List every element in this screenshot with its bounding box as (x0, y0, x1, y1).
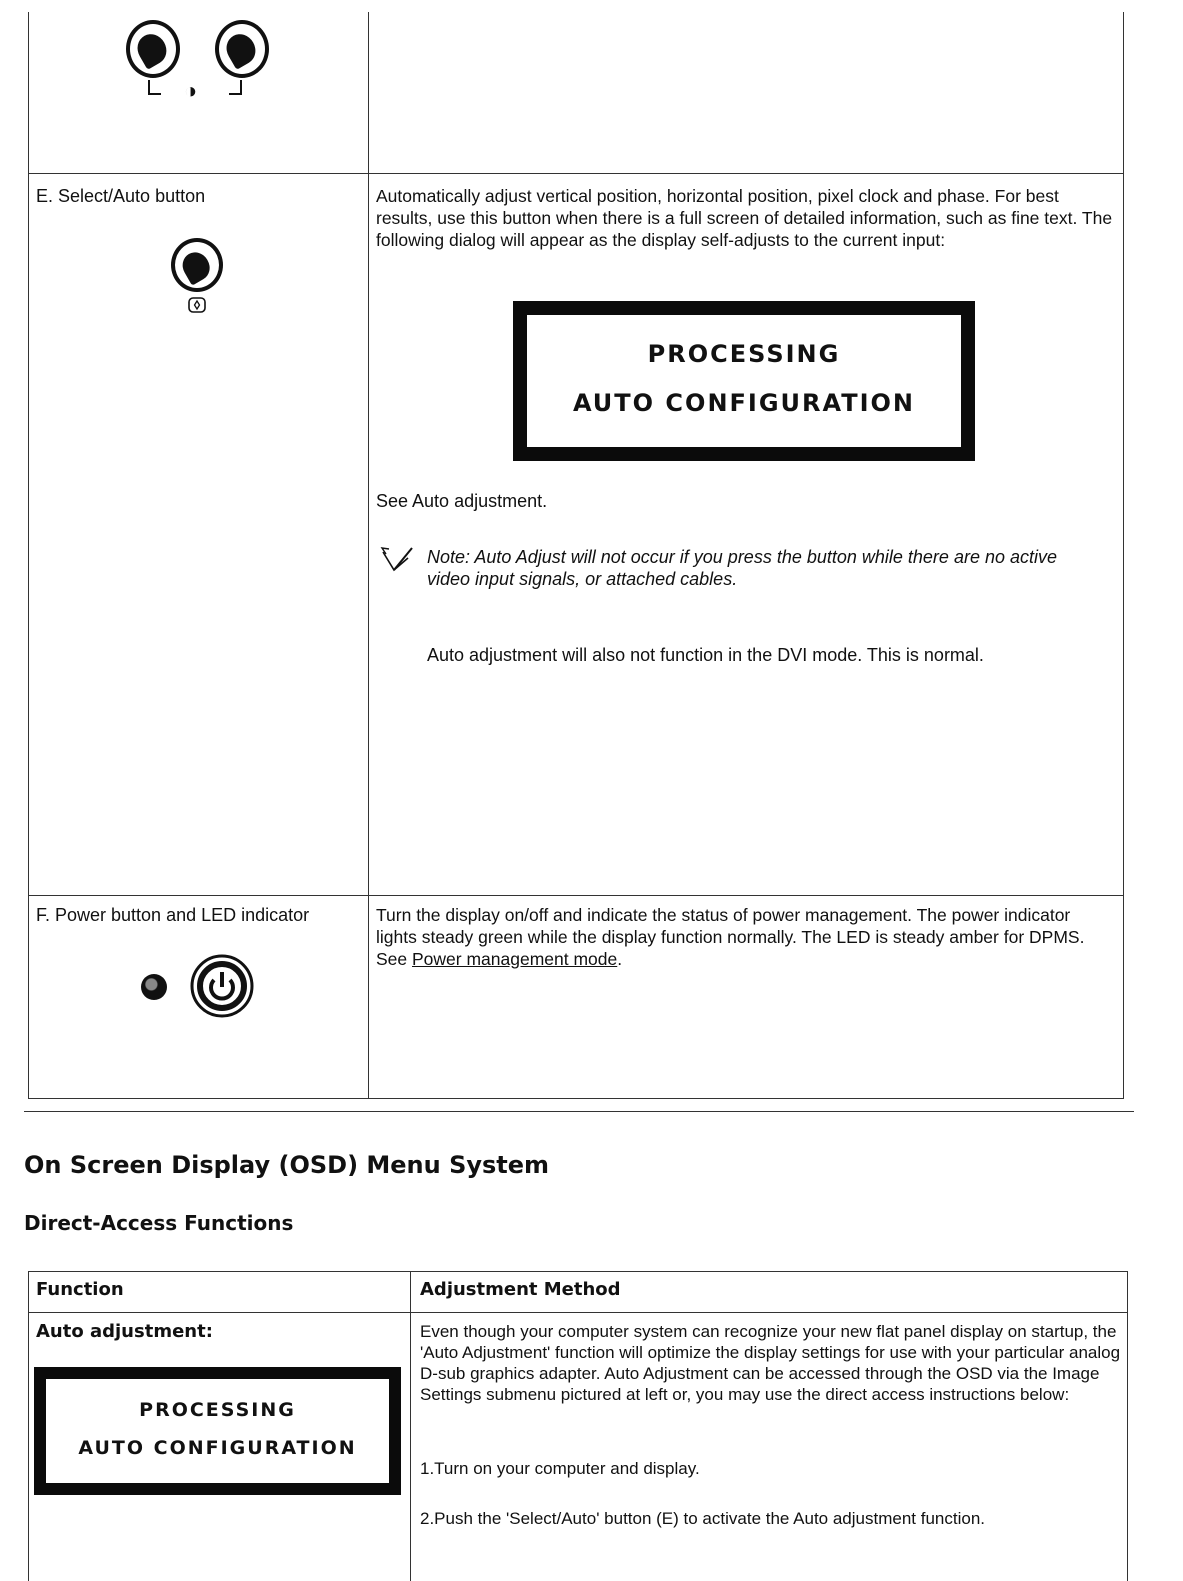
osd-processing-dialog (34, 1367, 401, 1495)
osd-processing-line1: PROCESSING (139, 1399, 296, 1421)
power-button-icon (190, 954, 254, 1018)
osd-section-title: On Screen Display (OSD) Menu System (24, 1151, 550, 1179)
section-divider (24, 1111, 1134, 1112)
row-f-description-end: . (617, 949, 623, 969)
processing-dialog-line1: PROCESSING (647, 340, 841, 368)
contrast-plus-knob-icon (215, 20, 269, 78)
row-f-description-text: Turn the display on/off and indicate the status of power management. The power indicator lights steady green while the display function normally. The LED is steady amber for DPMS. See (376, 905, 1085, 969)
contrast-minus-knob-icon (126, 20, 180, 78)
osd-col-method-header: Adjustment Method (420, 1279, 621, 1300)
note-pencil-icon (380, 544, 416, 580)
osd-col-function-header: Function (36, 1279, 124, 1300)
row-e-label: E. Select/Auto button (36, 186, 206, 206)
note-text: Note: Auto Adjust will not occur if you press the button while there are no active video input signals, or attached cables. (427, 547, 1057, 589)
contrast-icon: ◑ (184, 78, 198, 103)
select-auto-knob-icon (171, 238, 223, 292)
processing-dialog-line2: AUTO CONFIGURATION (572, 389, 916, 417)
auto-adjustment-description: Even though your computer system can recognize your new flat panel display on startup, the 'Auto Adjustment' function will optimize the display settings for use with your particular analog D-sub graphics adapter. Auto Adjustment can be accessed through the OSD via the Image Settings submenu pictured at left or, you may use the direct access instructions below: (420, 1322, 1121, 1404)
see-auto-adjustment-text: See Auto adjustment. (376, 491, 548, 511)
direct-access-subtitle: Direct-Access Functions (24, 1211, 294, 1235)
osd-processing-line2: AUTO CONFIGURATION (78, 1437, 357, 1459)
auto-adjust-symbol-icon (188, 297, 206, 313)
row-f-description (376, 904, 1106, 970)
auto-adjustment-label: Auto adjustment: (36, 1321, 213, 1342)
row-e-right-cell (368, 173, 1124, 896)
row-d-right-cell (368, 12, 1124, 174)
led-indicator-icon (141, 974, 167, 1000)
processing-dialog (513, 301, 975, 461)
step-2-text: 2.Push the 'Select/Auto' button (E) to activate the Auto adjustment function. (420, 1509, 986, 1528)
step-1-text: 1.Turn on your computer and display. (420, 1459, 700, 1478)
power-management-mode-link[interactable]: Power management mode (412, 949, 618, 969)
row-f-label: F. Power button and LED indicator (36, 905, 310, 925)
dvi-note-text: Auto adjustment will also not function in the DVI mode. This is normal. (427, 645, 984, 665)
row-e-description: Automatically adjust vertical position, horizontal position, pixel clock and phase. For best results, use this button when there is a full screen of detailed information, such as fine text. The following dialog will appear as the display self-adjusts to the current input: (376, 186, 1113, 250)
